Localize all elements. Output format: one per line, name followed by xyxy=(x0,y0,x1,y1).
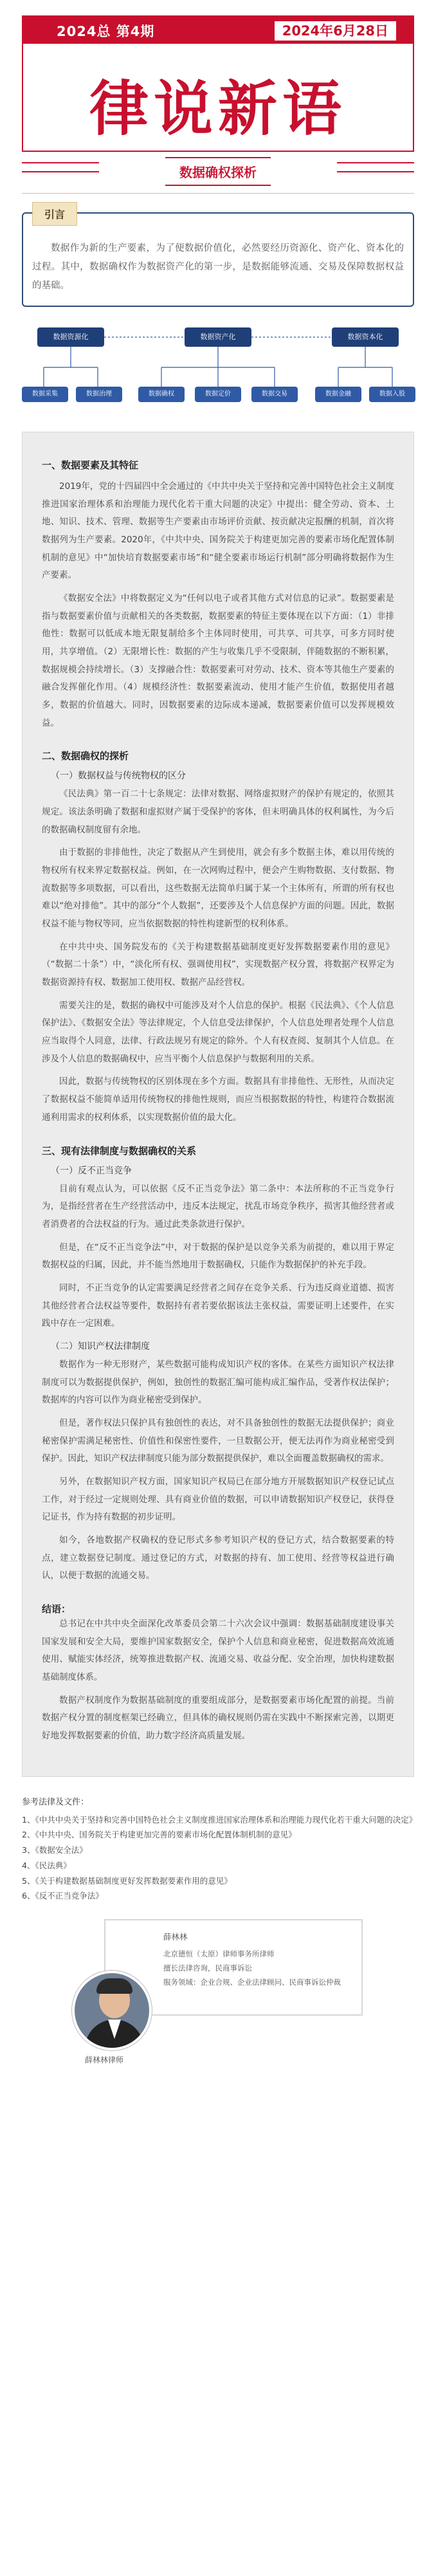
author-bio-line: 擅长法律咨询，民商事诉讼 xyxy=(163,1963,252,1973)
data-lifecycle-diagram xyxy=(22,322,414,419)
paragraph: 需要关注的是，数据的确权中可能涉及对个人信息的保护。根据《民法典》、《个人信息保护法》、《数据安全法》等法律规定，个人信息受法律保护，个人信息处理者处理个人信息应当取得个人同意，法律、行政法规另有规定的除外。个人有权查阅、复制其个人信息。在涉及个人信息的数据确权中，应当平衡个人信息保护与数据利用的关系。 xyxy=(42,1000,394,1064)
paragraph: 数据作为一种无形财产，某些数据可能构成知识产权的客体。在某些方面知识产权法律制度可以为数据提供保护，例如，独创性的数据汇编可能构成汇编作品，受著作权法保护；数据库的内容可以作为商业秘密受到保护。 xyxy=(42,1359,394,1406)
issue-date: 2024年6月28日 xyxy=(275,21,396,41)
reference-item: 4、《民法典》 xyxy=(22,1860,71,1870)
diagram-node-asset: 数据资产化 xyxy=(185,327,251,347)
paragraph: 数据产权制度作为数据基础制度的重要组成部分，是数据要素市场化配置的前提。当前数据产权分置的制度框架已经确立，但具体的确权规则仍需在实践中不断探索完善，以期更好地发挥数据要素的价值，助力数字经济高质量发展。 xyxy=(42,1695,394,1741)
references-title: 参考法律及文件： xyxy=(22,1797,89,1807)
subsection-heading: （一）数据权益与传统物权的区分 xyxy=(51,771,186,782)
avatar-hair xyxy=(96,1978,132,1994)
paragraph: 在中共中央、国务院发布的《关于构建数据基础制度更好发挥数据要素作用的意见》（“数据二十条”）中，“淡化所有权、强调使用权”，实现数据产权分置，将数据产权界定为数据资源持有权、数据加工使用权、数据产品经营权。 xyxy=(42,941,394,988)
issue-number: 2024总 第4期 xyxy=(57,24,155,39)
intro-text: 数据作为新的生产要素，为了便数据价值化，必然要经历资源化、资产化、资本化的过程。其中，数据确权作为数据资产化的第一步，是数据能够流通、交易及保障数据权益的基础。 xyxy=(32,243,404,291)
intro-section xyxy=(22,208,414,307)
paragraph: 《数据安全法》中将数据定义为“任何以电子或者其他方式对信息的记录”。数据要素是指与数据要素价值与贡献相关的各类数据，数据要素的特征主要体现在以下方面：（1）非排他性：数据可以低成本地无限复制给多个主体同时使用，可共享、可共享，可多方同时使用，共享增值。（2）无限增长性：数据的产生与收集几乎不受限制，伴随数据的不断积累，数据规模会持续增长。（3）支撑融合性：数据要素可对劳动、技术、资本等其他生产要素的融合发挥催化作用。（4）规模经济性：数据要素流动、使用才能产生价值，数据使用者越多，数据的价值越大。同时，因数据要素的边际成本递减，数据要素价值可以发挥规模效益。 xyxy=(42,593,394,728)
article-topic xyxy=(0,157,436,186)
reference-item: 1、《中共中央关于坚持和完善中国特色社会主义制度推进国家治理体系和治理能力现代化若干重大问题的决定》 xyxy=(22,1814,417,1825)
paragraph: 由于数据的非排他性，决定了数据从产生到使用，就会有多个数据主体，难以用传统的物权所有权来界定数据权益。例如，在一次网购过程中，便会产生购物数据、支付数据、物流数据等多项数据，可以看出，这些数据无法简单归属于某一个主体所有，所谓的所有权也难以“绝对排他”。其中的部分“个人数据”，还要涉及个人信息保护方面的问题。因此，数据权益不能与物权等同，应当依据数据的特性构建新型的权利体系。 xyxy=(42,847,394,930)
conclusion-heading: 结语： xyxy=(42,1603,71,1615)
section-heading: 三、现有法律制度与数据确权的关系 xyxy=(42,1145,197,1157)
diagram-leaf: 数据入股 xyxy=(369,387,415,402)
author-avatar xyxy=(72,1971,152,2050)
paragraph: 目前有观点认为，可以依据《反不正当竞争法》第二条中：本法所称的不正当竞争行为，是指经营者在生产经营活动中，违反本法规定，扰乱市场竞争秩序，损害其他经营者或者消费者的合法权益的行为。通过此类条款进行保护。 xyxy=(42,1183,394,1229)
diagram-leaf: 数据定价 xyxy=(195,387,241,402)
masthead xyxy=(0,0,436,212)
paragraph: 《民法典》第一百二十七条规定：法律对数据、网络虚拟财产的保护有规定的，依照其规定。该法条明确了数据和虚拟财产属于受保护的客体，但未明确具体的权利属性，为今后的数据确权制度留有余地。 xyxy=(42,789,394,835)
reference-item: 5、《关于构建数据基础制度更好发挥数据要素作用的意见》 xyxy=(22,1875,232,1886)
subsection-heading: （一）反不正当竞争 xyxy=(51,1165,132,1176)
references xyxy=(22,1795,417,1904)
diagram-leaf: 数据金融 xyxy=(315,387,361,402)
article-body xyxy=(22,432,414,1777)
subsection-heading: （二）知识产权法律制度 xyxy=(51,1341,150,1352)
reference-item: 2、《中共中央、国务院关于构建更加完善的要素市场化配置体制机制的意见》 xyxy=(22,1830,296,1840)
masthead-title-box xyxy=(22,44,414,152)
paragraph: 总书记在中共中央全面深化改革委员会第二十六次会议中强调：数据基础制度建设事关国家发展和安全大局，要维护国家数据安全，保护个人信息和商业秘密，促进数据高效流通使用、赋能实体经济，统筹推进数据产权、流通交易、收益分配、安全治理，加快构建数据基础制度体系。 xyxy=(42,1618,394,1682)
diagram-leaf: 数据确权 xyxy=(138,387,185,402)
diagram-leaf: 数据治理 xyxy=(76,387,122,402)
intro-tag: 引言 xyxy=(32,202,77,226)
article-topic-label: 数据确权探析 xyxy=(165,157,271,186)
references-list xyxy=(22,1812,417,1904)
paragraph: 但是，在“反不正当竞争法”中，对于数据的保护是以竞争关系为前提的，难以用于界定数据权益的归属，因此，并不能当然地用于数据确权，只能作为数据保护的补充手段。 xyxy=(42,1242,394,1271)
author-bio-line: 北京德恒（太原）律师事务所律师 xyxy=(163,1949,275,1959)
diagram-node-capital: 数据资本化 xyxy=(332,327,399,347)
author-bio-line: 服务领域：企业合规、企业法律顾问、民商事诉讼仲裁 xyxy=(163,1977,341,1987)
diagram-leaf: 数据交易 xyxy=(251,387,298,402)
paragraph: 如今，各地数据产权确权的登记形式多参考知识产权的登记方式，结合数据要素的特点，建立数据登记制度。通过登记的方式，对数据的持有、加工使用、经营等权益进行确认，以便于数据的流通交易。 xyxy=(42,1534,394,1581)
author-card xyxy=(22,1919,414,2067)
publication-title: 律说新语 xyxy=(89,74,347,143)
masthead-top-bar xyxy=(22,15,414,44)
reference-item: 3、《数据安全法》 xyxy=(22,1845,87,1855)
section-heading: 一、数据要素及其特征 xyxy=(42,459,139,471)
divider xyxy=(22,193,414,194)
diagram-node-resource: 数据资源化 xyxy=(37,327,104,347)
paragraph: 同时，不正当竞争的认定需要满足经营者之间存在竞争关系、行为违反商业道德、损害其他经营者合法权益等要件，数据持有者若要依据该法主张权益，需要证明上述要件，在实践中存在一定困难。 xyxy=(42,1282,394,1329)
paragraph: 但是，著作权法只保护具有独创性的表达，对不具备独创性的数据无法提供保护；商业秘密保护需满足秘密性、价值性和保密性要件，一旦数据公开，便无法再作为商业秘密受到保护。因此，知识产权法律制度只能为部分数据提供保护，难以全面覆盖数据确权的需求。 xyxy=(42,1417,394,1464)
author-signature: 薛林林律师 xyxy=(85,2056,124,2065)
paragraph: 另外，在数据知识产权方面，国家知识产权局已在部分地方开展数据知识产权登记试点工作，对于经过一定规则处理、具有商业价值的数据，可以申请数据知识产权登记，获得登记证书，作为持有数据的初步证明。 xyxy=(42,1476,394,1523)
reference-item: 6、《反不正当竞争法》 xyxy=(22,1891,104,1901)
paragraph: 2019年，党的十四届四中全会通过的《中共中央关于坚持和完善中国特色社会主义制度推进国家治理体系和治理能力现代化若干重大问题的决定》中提出：健全劳动、资本、土地、知识、技术、管理、数据等生产要素由市场评价贡献、按贡献决定报酬的机制，首次将数据列为生产要素。2020年，《中共中央、国务院关于构建更加完善的要素市场化配置体制机制的意见》中“加快培育数据要素市场”和“健全要素市场运行机制”部分明确将数据作为生产要素。 xyxy=(42,481,394,581)
section-heading: 二、数据确权的探析 xyxy=(42,750,129,762)
paragraph: 因此，数据与传统物权的区别体现在多个方面。数据具有非排他性、无形性，从而决定了数据权益不能简单适用传统物权的排他性规则，而应当根据数据的特性，构建符合数据流通利用需求的权利体系，以实现数据价值的最大化。 xyxy=(42,1076,394,1123)
author-name: 薛林林 xyxy=(163,1932,188,1942)
diagram-leaf: 数据采集 xyxy=(22,387,68,402)
